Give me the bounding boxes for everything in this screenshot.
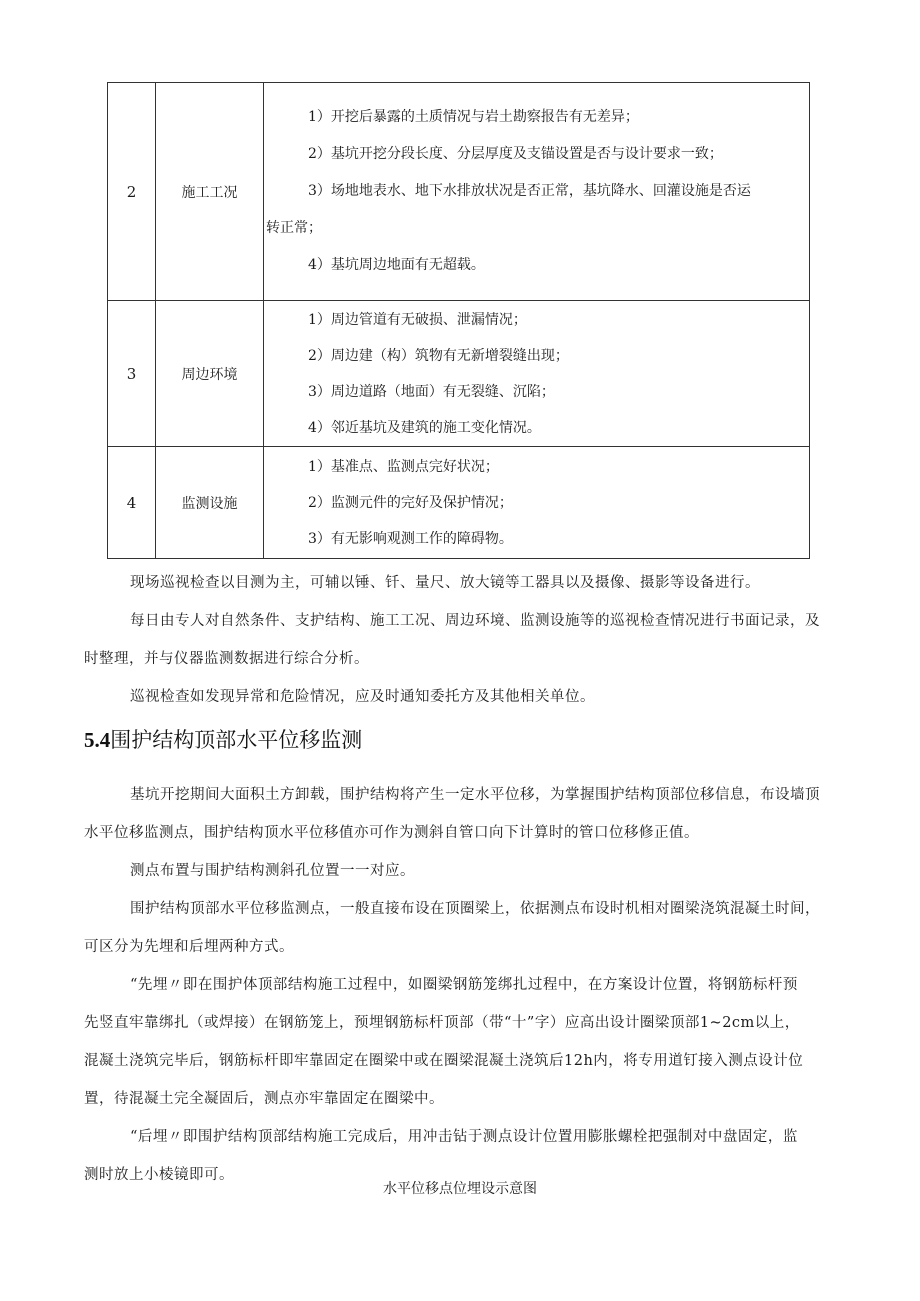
section-number: 5.4 bbox=[84, 728, 111, 752]
paragraph-text: 混凝土浇筑完毕后，钢筋标杆即牢靠固定在圈梁中或在圈梁混凝土浇筑后12h内，将专用道钉接入测点设计位 bbox=[84, 1053, 804, 1069]
figure-caption: 水平位移点位埋设示意图 bbox=[383, 1181, 537, 1197]
paragraph-text: “后埋〃即围护结构顶部结构施工完成后，用冲击钻于测点设计位置用膨胀螺栓把强制对中盘固定，监 bbox=[130, 1129, 798, 1145]
row-content bbox=[264, 301, 810, 447]
section-heading bbox=[84, 724, 362, 754]
table-row bbox=[108, 447, 810, 559]
paragraph-text: 水平位移监测点，围护结构顶水平位移值亦可作为测斜自管口向下计算时的管口位移修正值。 bbox=[84, 825, 699, 841]
row-number: 3 bbox=[108, 301, 156, 447]
table-row bbox=[108, 83, 810, 301]
content-line: 3）有无影响观测工作的障碍物。 bbox=[308, 530, 513, 547]
paragraph-text: 巡视检查如发现异常和危险情况，应及时通知委托方及其他相关单位。 bbox=[130, 689, 595, 705]
table-row bbox=[108, 301, 810, 447]
inspection-notes bbox=[84, 564, 836, 716]
paragraph-text: 时整理，并与仪器监测数据进行综合分析。 bbox=[84, 651, 369, 667]
paragraph-text: 测时放上小棱镜即可。 bbox=[84, 1167, 234, 1183]
paragraph-text: 围护结构顶部水平位移监测点，一般直接布设在顶圈梁上，依据测点布设时机相对圈梁浇筑混凝土时间， bbox=[130, 901, 820, 917]
content-line: 4）邻近基坑及建筑的施工变化情况。 bbox=[308, 419, 541, 436]
section-title: 围护结构顶部水平位移监测 bbox=[110, 729, 363, 752]
paragraph-text: “先埋〃即在围护体顶部结构施工过程中，如圈梁钢筋笼绑扎过程中，在方案设计位置，将钢筋标杆预 bbox=[130, 977, 798, 993]
content-line: 2）周边建（构）筑物有无新增裂缝出现； bbox=[308, 347, 569, 364]
content-line: 1）开挖后暴露的土质情况与岩土勘察报告有无差异； bbox=[308, 109, 639, 125]
paragraph-text: 置，待混凝土完全凝固后，测点亦牢靠固定在圈梁中。 bbox=[84, 1091, 444, 1107]
row-content bbox=[264, 83, 810, 301]
paragraph-text: 可区分为先埋和后埋两种方式。 bbox=[84, 939, 294, 955]
section-body bbox=[84, 776, 836, 1194]
paragraph-text: 现场巡视检查以目测为主，可辅以锤、钎、量尺、放大镜等工器具以及摄像、摄影等设备进行。 bbox=[130, 575, 760, 591]
row-content bbox=[264, 447, 810, 559]
content-line: 转正常； bbox=[266, 220, 322, 236]
paragraph-text: 测点布置与围护结构测斜孔位置一一对应。 bbox=[130, 863, 415, 879]
content-line: 1）周边管道有无破损、泄漏情况； bbox=[308, 311, 527, 328]
content-line: 2）基坑开挖分段长度、分层厚度及支锚设置是否与设计要求一致； bbox=[308, 146, 723, 162]
paragraph-text: 基坑开挖期间大面积土方卸载，围护结构将产生一定水平位移，为掌握围护结构顶部位移信息，布设墙顶 bbox=[130, 787, 820, 803]
row-number: 4 bbox=[108, 447, 156, 559]
content-line: 1）基准点、监测点完好状况； bbox=[308, 458, 499, 475]
content-line: 4）基坑周边地面有无超载。 bbox=[308, 257, 485, 273]
row-item: 施工工况 bbox=[156, 83, 264, 301]
content-line: 2）监测元件的完好及保护情况； bbox=[308, 494, 513, 511]
content-line: 3）场地地表水、地下水排放状况是否正常，基坑降水、回灌设施是否运 bbox=[308, 183, 751, 199]
paragraph-text: 先竖直牢靠绑扎（或焊接）在钢筋笼上，预埋钢筋标杆顶部（带“十”字）应高出设计圈梁顶部1~2cm以上， bbox=[84, 1015, 800, 1031]
row-number: 2 bbox=[108, 83, 156, 301]
row-item: 监测设施 bbox=[156, 447, 264, 559]
content-line: 3）周边道路（地面）有无裂缝、沉陷； bbox=[308, 383, 555, 400]
inspection-table bbox=[107, 82, 810, 559]
paragraph-text: 每日由专人对自然条件、支护结构、施工工况、周边环境、监测设施等的巡视检查情况进行书面记录，及 bbox=[130, 613, 820, 629]
row-item: 周边环境 bbox=[156, 301, 264, 447]
